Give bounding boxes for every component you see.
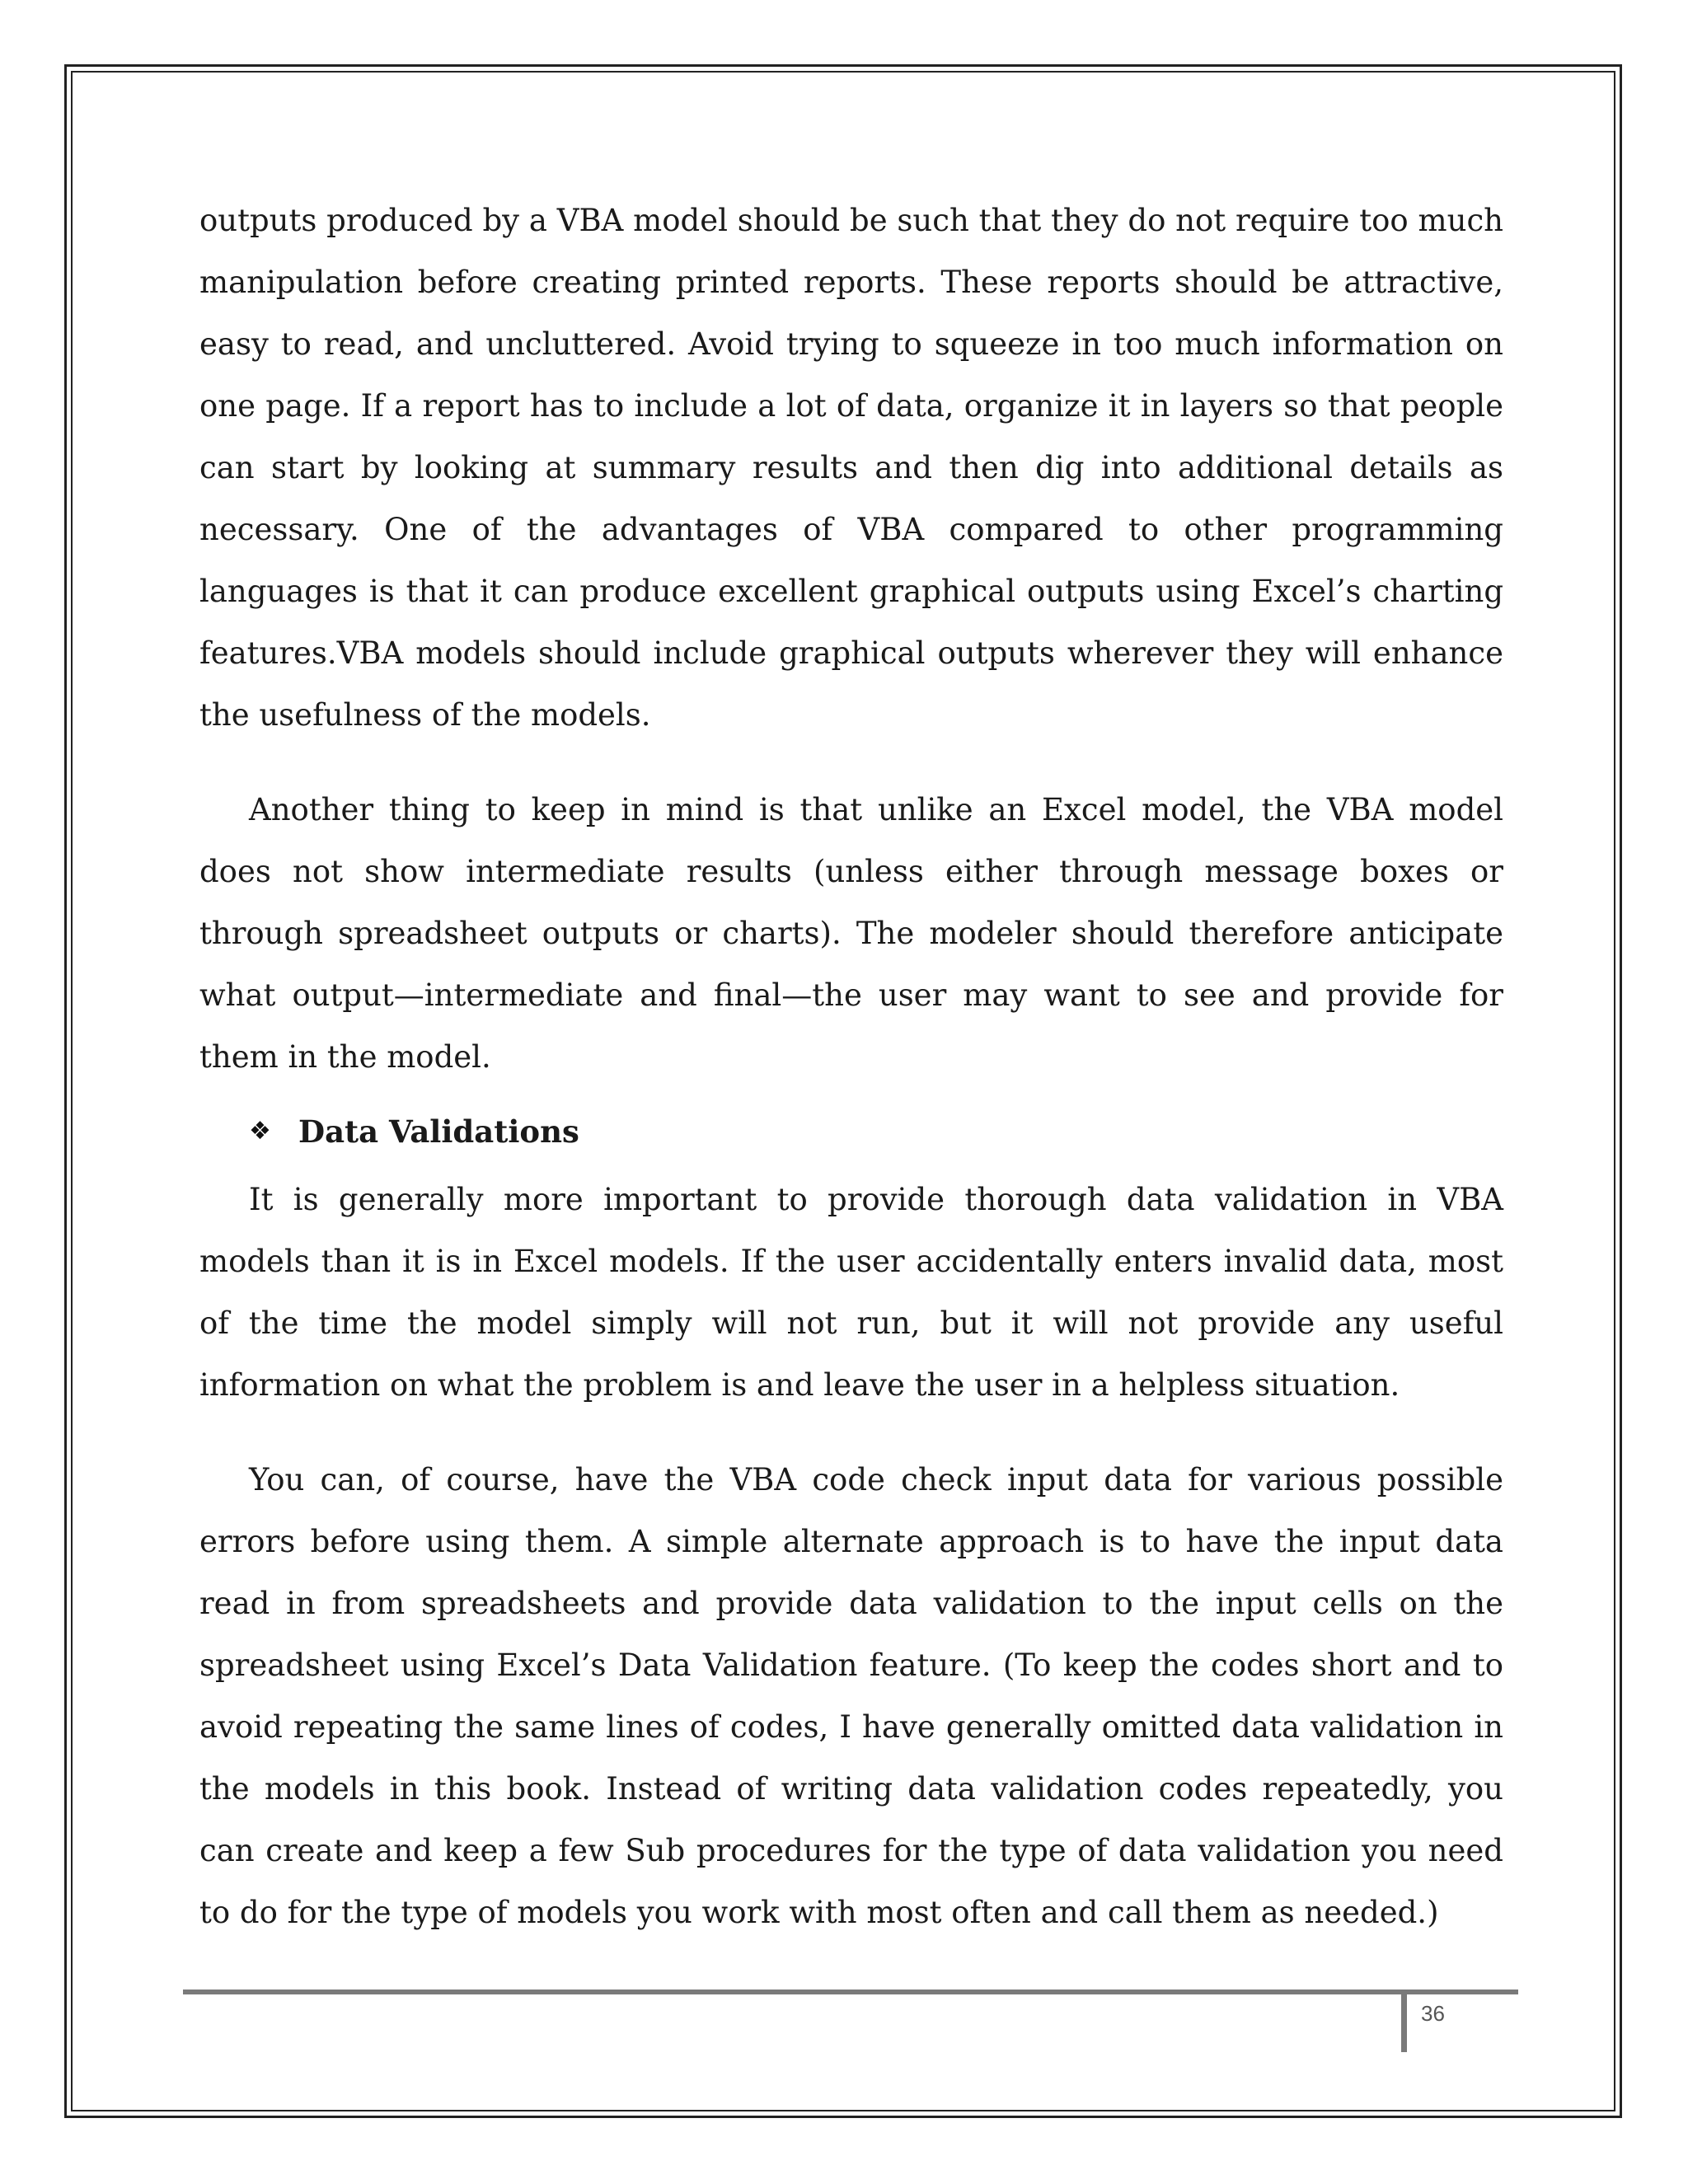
section-heading-text: Data Validations	[298, 1113, 579, 1150]
footer-rule	[183, 1990, 1518, 1994]
paragraph-data-validation-importance: It is generally more important to provide thorough data validation in VBA models than it is in Excel models. If the user accidentally enters invalid data, most of the time the model simply will not run, but it will not provide any useful information on what the problem is and leave the user in a helpless situation.	[199, 1182, 1503, 1403]
page-body	[199, 190, 1503, 1943]
paragraph-intermediate-results: Another thing to keep in mind is that unlike an Excel model, the VBA model does not show intermediate results (unless either through message boxes or through spreadsheet outputs or charts). The modeler should therefore anticipate what output—intermediate and final—the user may want to see and provide for them in the model.	[199, 792, 1503, 1075]
paragraph-outputs: outputs produced by a VBA model should be such that they do not require too much manipulation before creating printed reports. These reports should be attractive, easy to read, and uncluttered. Avoid trying to squeeze in too much information on one page. If a report has to include a lot of data, organize it in layers so that people can start by looking at summary results and then dig into additional details as necessary. One of the advantages of VBA compared to other programming languages is that it can produce excellent graphical outputs using Excel’s charting features.VBA models should include graphical outputs wherever they will enhance the usefulness of the models.	[199, 203, 1503, 733]
section-heading	[199, 1101, 1503, 1162]
diamond-bullet-icon: ❖	[249, 1117, 271, 1146]
page-number: 36	[1421, 2001, 1445, 2026]
footer-divider	[1401, 1990, 1407, 2052]
paragraph-data-validation-approach: You can, of course, have the VBA code check input data for various possible errors before using them. A simple alternate approach is to have the input data read in from spreadsheets and provide data validation to the input cells on the spreadsheet using Excel’s Data Validation feature. (To keep the codes short and to avoid repeating the same lines of codes, I have generally omitted data validation in the models in this book. Instead of writing data validation codes repeatedly, you can create and keep a few Sub procedures for the type of data validation you need to do for the type of models you work with most often and call them as needed.)	[199, 1462, 1503, 1930]
